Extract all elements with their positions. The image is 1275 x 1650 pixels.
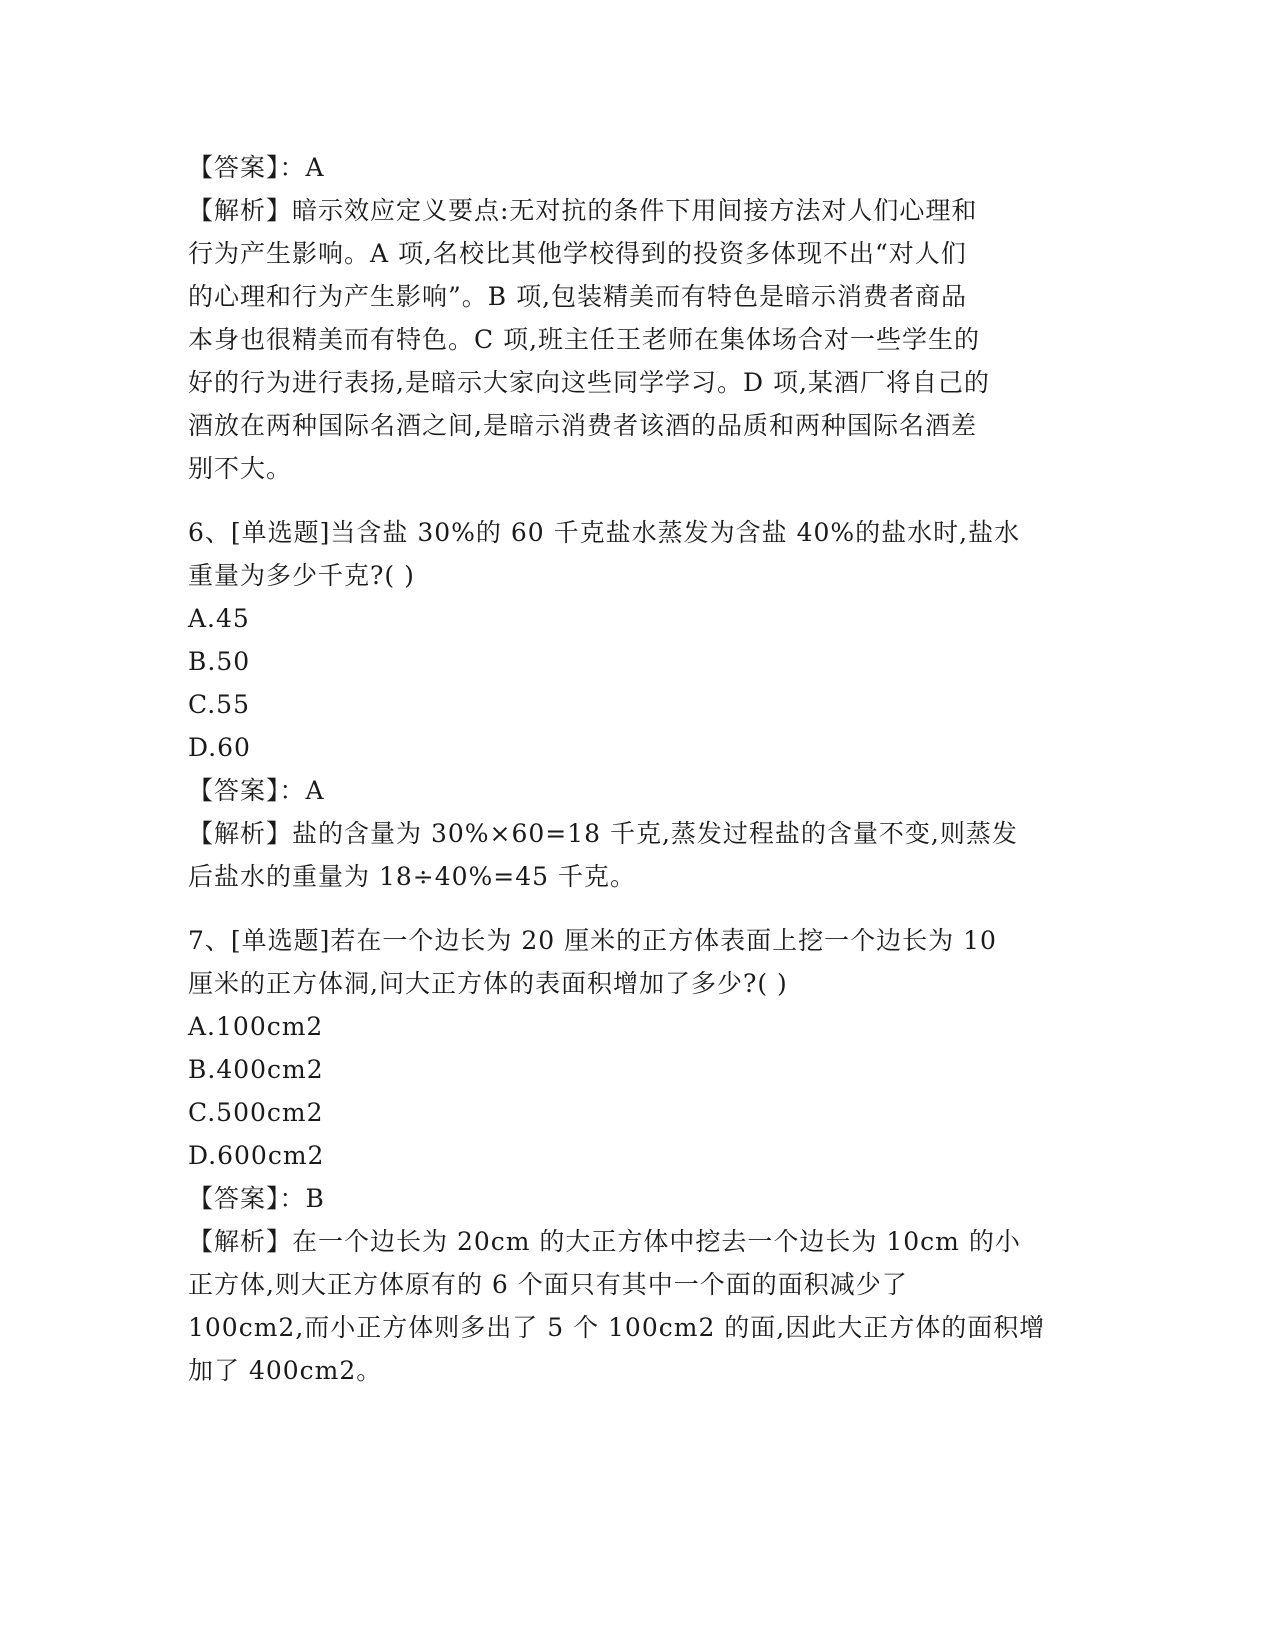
spacer (188, 490, 1088, 511)
analysis-line: 加了 400cm2。 (188, 1356, 383, 1385)
question-text: 6、[单选题]当含盐 30%的 60 千克盐水蒸发为含盐 40%的盐水时,盐水 (188, 518, 1021, 547)
analysis-line: 酒放在两种国际名酒之间,是暗示消费者该酒的品质和两种国际名酒差 (188, 411, 977, 440)
analysis-line: 100cm2,而小正方体则多出了 5 个 100cm2 的面,因此大正方体的面积增 (188, 1313, 1046, 1342)
analysis-line: 【解析】盐的含量为 30%×60=18 千克,蒸发过程盐的含量不变,则蒸发 (188, 819, 1018, 848)
answer-line: 【答案】：B (188, 1184, 325, 1213)
answer-line: 【答案】：A (188, 776, 325, 805)
option-c: C.55 (188, 690, 250, 719)
option-a: A.45 (188, 604, 250, 633)
spacer (188, 898, 1088, 919)
question-6-block (188, 511, 1088, 898)
prev-question-answer-block (188, 146, 1088, 490)
option-a: A.100cm2 (188, 1012, 324, 1041)
analysis-line: 别不大。 (188, 454, 293, 483)
option-b: B.400cm2 (188, 1055, 324, 1084)
analysis-line: 本身也很精美而有特色。C 项,班主任王老师在集体场合对一些学生的 (188, 325, 981, 354)
analysis-line: 行为产生影响。A 项,名校比其他学校得到的投资多体现不出“对人们 (188, 239, 967, 268)
analysis-line: 好的行为进行表扬,是暗示大家向这些同学学习。D 项,某酒厂将自己的 (188, 368, 990, 397)
answer-line: 【答案】：A (188, 153, 325, 182)
analysis-line: 【解析】暗示效应定义要点:无对抗的条件下用间接方法对人们心理和 (188, 196, 978, 225)
option-b: B.50 (188, 647, 251, 676)
option-d: D.60 (188, 733, 251, 762)
analysis-line: 正方体,则大正方体原有的 6 个面只有其中一个面的面积减少了 (188, 1270, 908, 1299)
document-page (188, 146, 1088, 1392)
question-text: 7、[单选题]若在一个边长为 20 厘米的正方体表面上挖一个边长为 10 (188, 926, 997, 955)
question-7-block (188, 919, 1088, 1392)
question-text: 重量为多少千克?( ) (188, 561, 415, 590)
question-text: 厘米的正方体洞,问大正方体的表面积增加了多少?( ) (188, 969, 788, 998)
option-c: C.500cm2 (188, 1098, 324, 1127)
option-d: D.600cm2 (188, 1141, 325, 1170)
analysis-line: 【解析】在一个边长为 20cm 的大正方体中挖去一个边长为 10cm 的小 (188, 1227, 1021, 1256)
analysis-line: 后盐水的重量为 18÷40%=45 千克。 (188, 862, 636, 891)
analysis-line: 的心理和行为产生影响”。B 项,包装精美而有特色是暗示消费者商品 (188, 282, 968, 311)
